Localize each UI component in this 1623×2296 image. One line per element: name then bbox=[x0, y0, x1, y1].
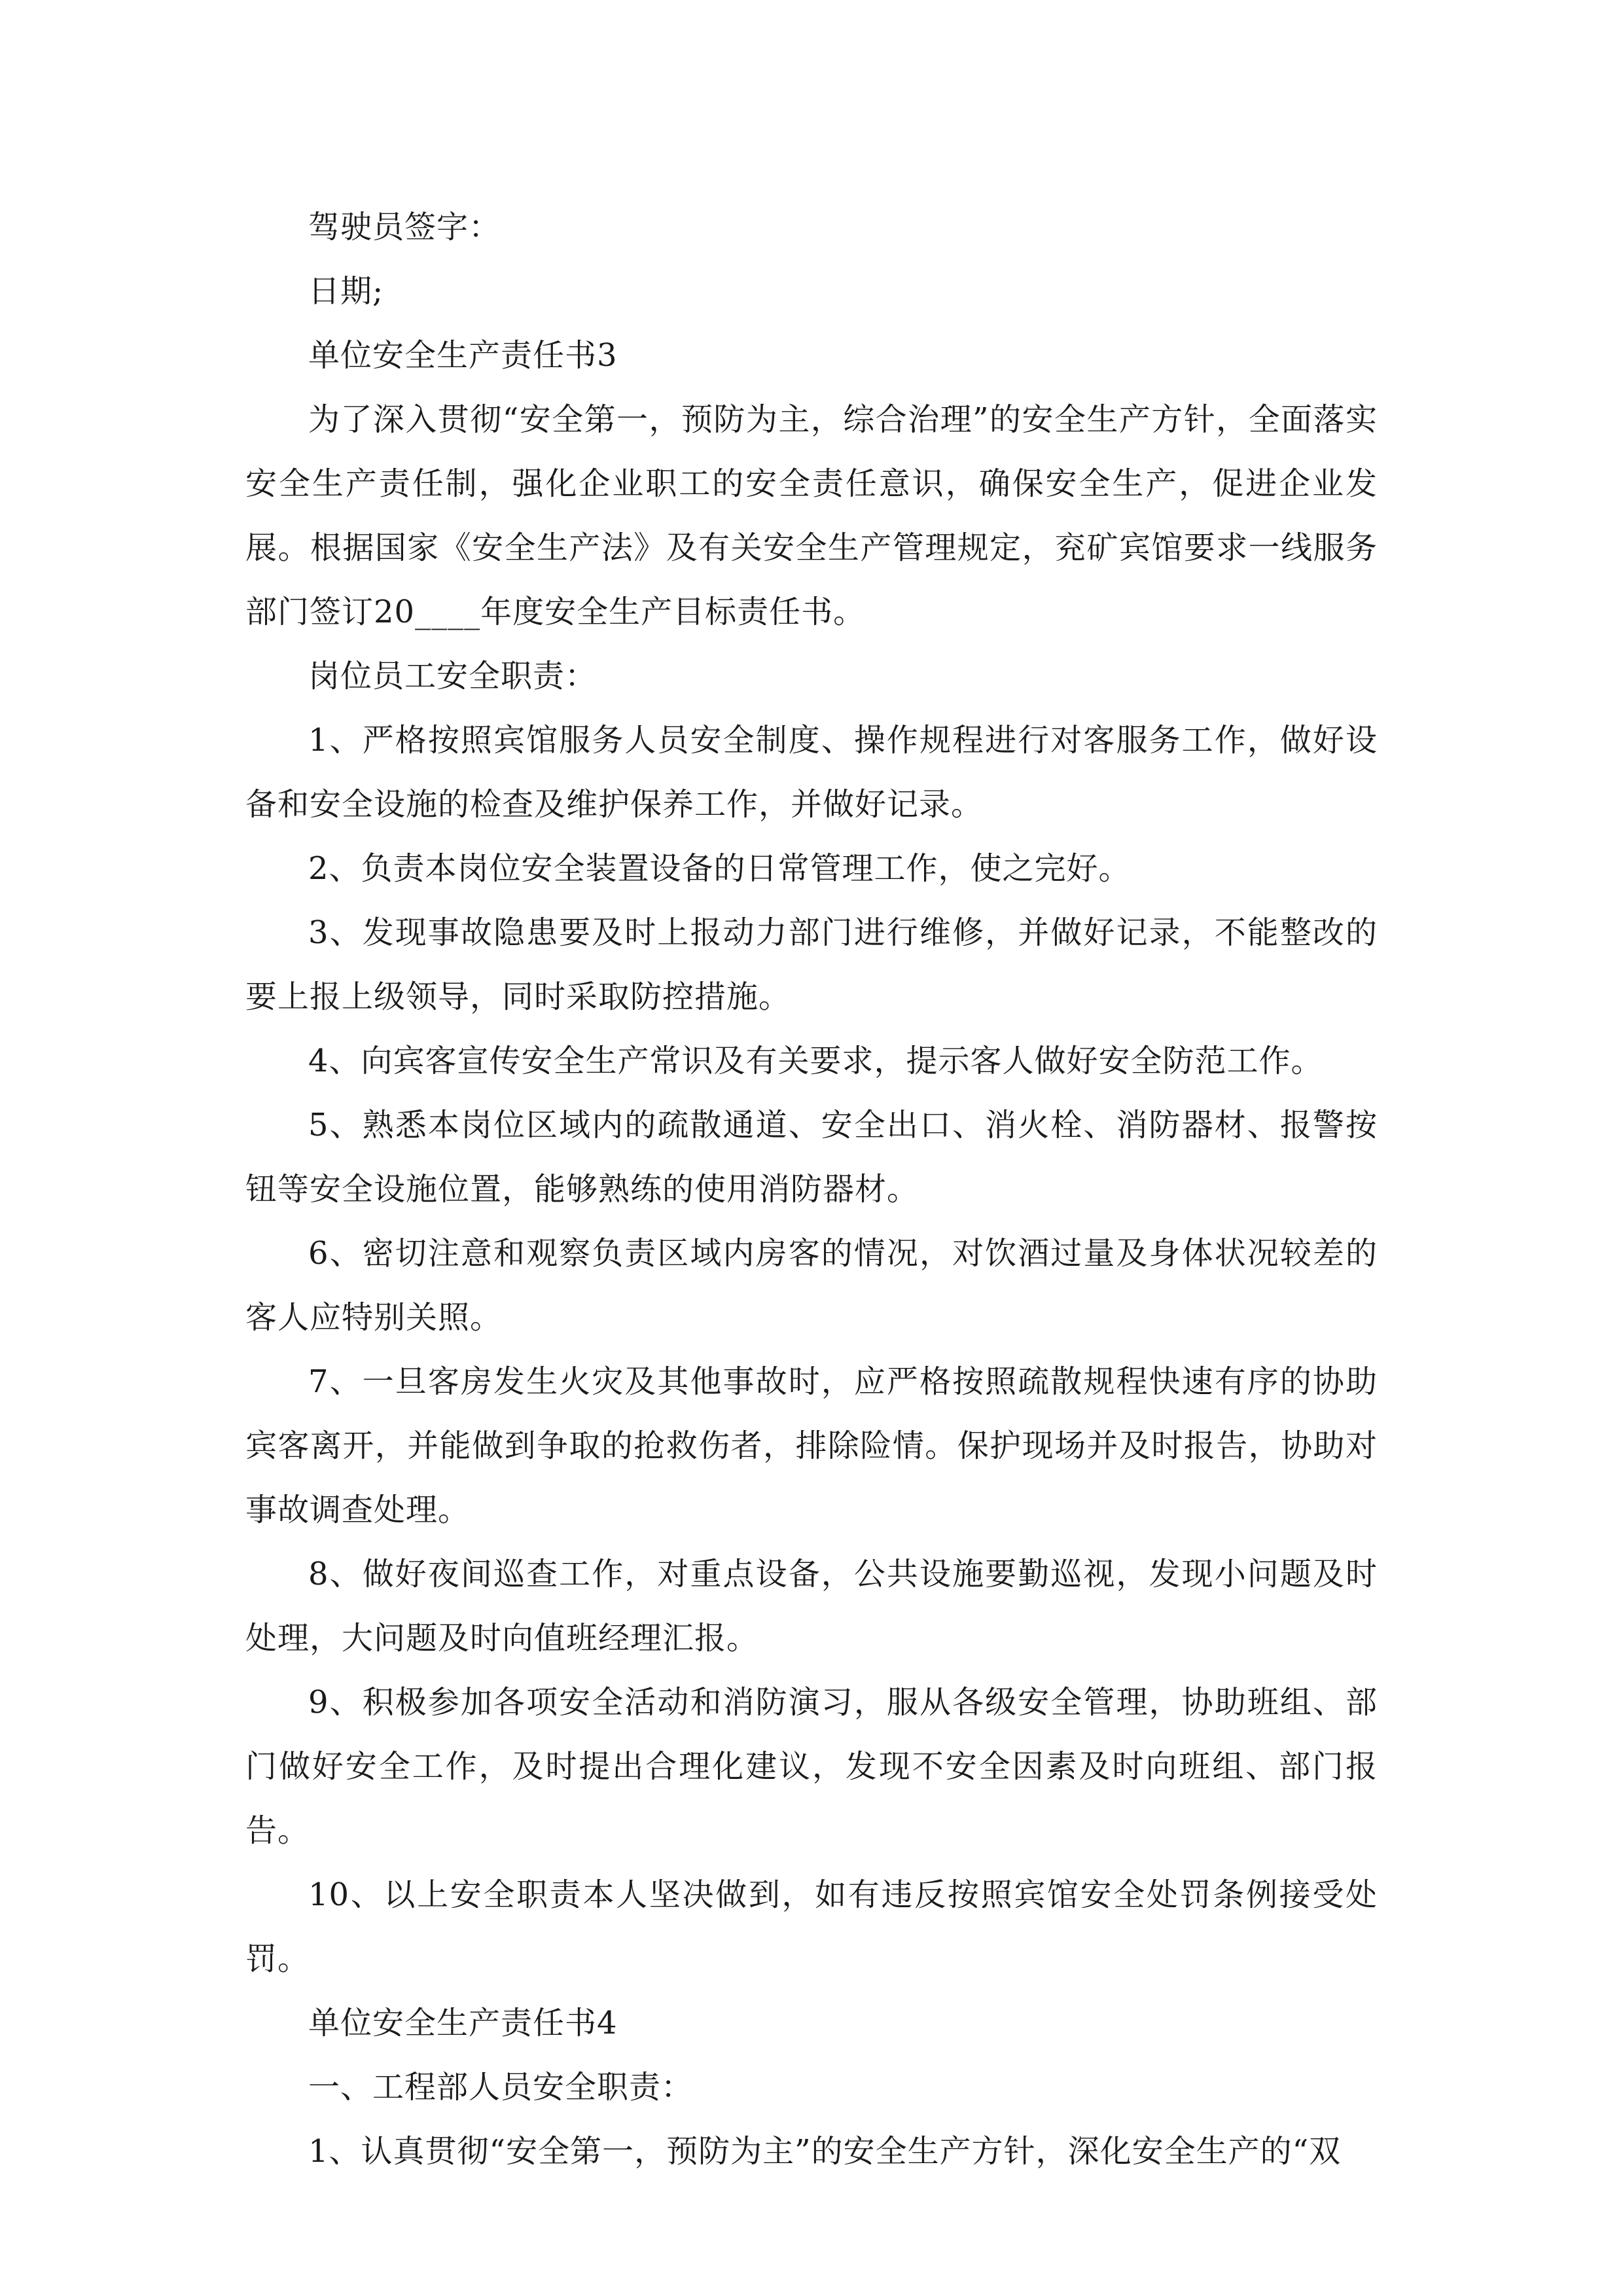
duty-item-8: 8、做好夜间巡查工作，对重点设备，公共设施要勤巡视，发现小问题及时处理，大问题及时向值班经理汇报。 bbox=[245, 1556, 1378, 1657]
duty-item-3: 3、发现事故隐患要及时上报动力部门进行维修，并做好记录，不能整改的要上报上级领导，同时采取防控措施。 bbox=[245, 914, 1378, 1015]
duty-item-5: 5、熟悉本岗位区域内的疏散通道、安全出口、消火栓、消防器材、报警按钮等安全设施位置，能够熟练的使用消防器材。 bbox=[245, 1107, 1378, 1208]
duty-item-2: 2、负责本岗位安全装置设备的日常管理工作，使之完好。 bbox=[308, 850, 1131, 887]
duty-item-9: 9、积极参加各项安全活动和消防演习，服从各级安全管理，协助班组、部门做好安全工作，及时提出合理化建议，发现不安全因素及时向班组、部门报告。 bbox=[245, 1684, 1378, 1849]
section-title-4: 单位安全生产责任书4 bbox=[308, 2005, 618, 2041]
duty-item-10: 10、以上安全职责本人坚决做到，如有违反按照宾馆安全处罚条例接受处罚。 bbox=[245, 1876, 1378, 1977]
engineering-duties-heading: 一、工程部人员安全职责： bbox=[308, 2069, 694, 2106]
intro-paragraph: 为了深入贯彻“安全第一，预防为主，综合治理”的安全生产方针，全面落实安全生产责任制，强化企业职工的安全责任意识，确保安全生产，促进企业发展。根据国家《安全生产法》及有关安全生产管理规定，兖矿宾馆要求一线服务部门签订20____年度安全生产目标责任书。 bbox=[245, 401, 1378, 630]
section-title-3: 单位安全生产责任书3 bbox=[308, 337, 618, 374]
engineering-duty-item-1: 1、认真贯彻“安全第一，预防为主”的安全生产方针，深化安全生产的“双 bbox=[308, 2133, 1342, 2170]
document-body bbox=[245, 195, 1378, 2183]
duty-item-1: 1、严格按照宾馆服务人员安全制度、操作规程进行对客服务工作，做好设备和安全设施的检查及维护保养工作，并做好记录。 bbox=[245, 722, 1378, 823]
duty-item-4: 4、向宾客宣传安全生产常识及有关要求，提示客人做好安全防范工作。 bbox=[308, 1043, 1323, 1079]
date-line: 日期; bbox=[308, 273, 384, 310]
duty-item-6: 6、密切注意和观察负责区域内房客的情况，对饮酒过量及身体状况较差的客人应特别关照。 bbox=[245, 1235, 1378, 1336]
duty-item-7: 7、一旦客房发生火灾及其他事故时，应严格按照疏散规程快速有序的协助宾客离开，并能做到争取的抢救伤者，排除险情。保护现场并及时报告，协助对事故调查处理。 bbox=[245, 1363, 1378, 1528]
driver-signature-line: 驾驶员签字： bbox=[308, 209, 501, 245]
duties-heading: 岗位员工安全职责： bbox=[308, 658, 597, 694]
